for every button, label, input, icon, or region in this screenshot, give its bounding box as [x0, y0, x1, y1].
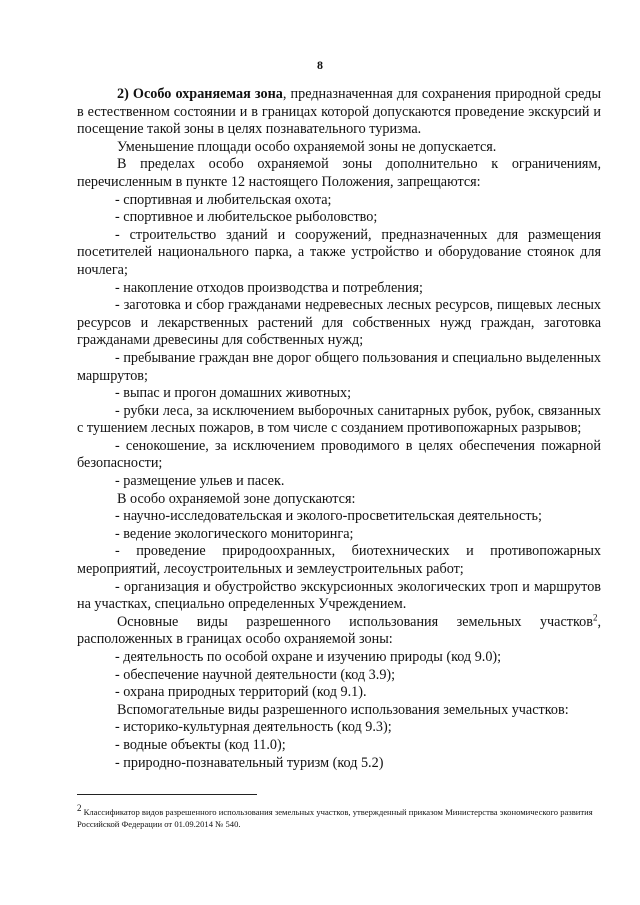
paragraph-area-reduction: Уменьшение площади особо охраняемой зоны не допускается. [117, 138, 497, 155]
main-uses-text-after: , расположенных в границах особо охраняемой зоны: [77, 613, 601, 648]
list-item-main-use: - обеспечение научной деятельности (код 3.9); [115, 666, 396, 683]
list-item-prohibited: - рубки леса, за исключением выборочных санитарных рубок, рубок, связанных с тушением лесных пожаров, в том числе с созданием противопожарных разрывов; [77, 402, 601, 437]
paragraph-permitted-intro: В особо охраняемой зоне допускаются: [117, 490, 356, 507]
zone-definition-text: , предназначенная для сохранения природной среды в естественном состоянии и в границах которой допускаются проведение экскурсий и посещение такой зоны в целях познавательного туризма. [77, 86, 602, 138]
footnote-divider [77, 794, 257, 795]
list-item-prohibited: - спортивная и любительская охота; [115, 191, 332, 208]
list-item-prohibited: - пребывание граждан вне дорог общего пользования и специально выделенных маршрутов; [77, 349, 601, 384]
document-body [77, 86, 601, 772]
list-item-auxiliary-use: - природно-познавательный туризм (код 5.2) [115, 754, 384, 771]
list-item-prohibited: - выпас и прогон домашних животных; [115, 385, 352, 402]
list-item-main-use: - деятельность по особой охране и изучению природы (код 9.0); [115, 649, 502, 665]
list-item-permitted: - научно-исследовательская и эколого-просветительская деятельность; [115, 508, 542, 525]
list-item-main-use: - охрана природных территорий (код 9.1). [115, 684, 367, 701]
list-item-permitted: - ведение экологического мониторинга; [115, 525, 354, 542]
paragraph-auxiliary-uses-intro: Вспомогательные виды разрешенного использования земельных участков: [117, 701, 569, 718]
list-item-prohibited: - заготовка и сбор гражданами недревесных лесных ресурсов, пищевых лесных ресурсов и лекарственных растений для собственных нужд граждан, заготовка гражданами древесины для собственных нужд; [77, 297, 601, 349]
list-item-permitted: - организация и обустройство экскурсионных экологических троп и маршрутов на участках, специально определенных Учреждением. [77, 578, 601, 613]
footnote-text: Классификатор видов разрешенного использования земельных участков, утвержденный приказом Министерства экономического развития Российской Федерации от 01.09.2014 № 540. [77, 807, 593, 829]
paragraph-prohibitions-intro: В пределах особо охраняемой зоны дополнительно к ограничениям, перечисленным в пункте 12 настоящего Положения, запрещаются: [77, 156, 601, 190]
footnote-reference: 2 [592, 612, 598, 623]
list-item-auxiliary-use: - историко-культурная деятельность (код 9.3); [115, 719, 392, 736]
zone-heading: 2) Особо охраняемая зона [117, 86, 283, 102]
paragraph-zone-definition [77, 86, 601, 139]
list-item-permitted: - проведение природоохранных, биотехнических и противопожарных мероприятий, лесоустроительных и землеустроительных работ; [77, 543, 601, 578]
list-item-prohibited: - спортивное и любительское рыболовство; [115, 209, 378, 226]
list-item-auxiliary-use: - водные объекты (код 11.0); [115, 736, 286, 753]
footnote [77, 803, 601, 830]
paragraph-main-uses-intro [77, 614, 601, 649]
list-item-prohibited: - размещение ульев и пасек. [115, 473, 285, 490]
list-item-prohibited: - строительство зданий и сооружений, предназначенных для размещения посетителей национального парка, а также устройство и оборудование стоянок для ночлега; [77, 226, 601, 278]
page-number: 8 [317, 58, 323, 72]
main-uses-text: Основные виды разрешенного использования земельных участков [117, 613, 593, 630]
footnote-mark: 2 [77, 803, 82, 814]
list-item-prohibited: - накопление отходов производства и потребления; [115, 279, 423, 296]
list-item-prohibited: - сенокошение, за исключением проводимого в целях обеспечения пожарной безопасности; [77, 437, 601, 472]
